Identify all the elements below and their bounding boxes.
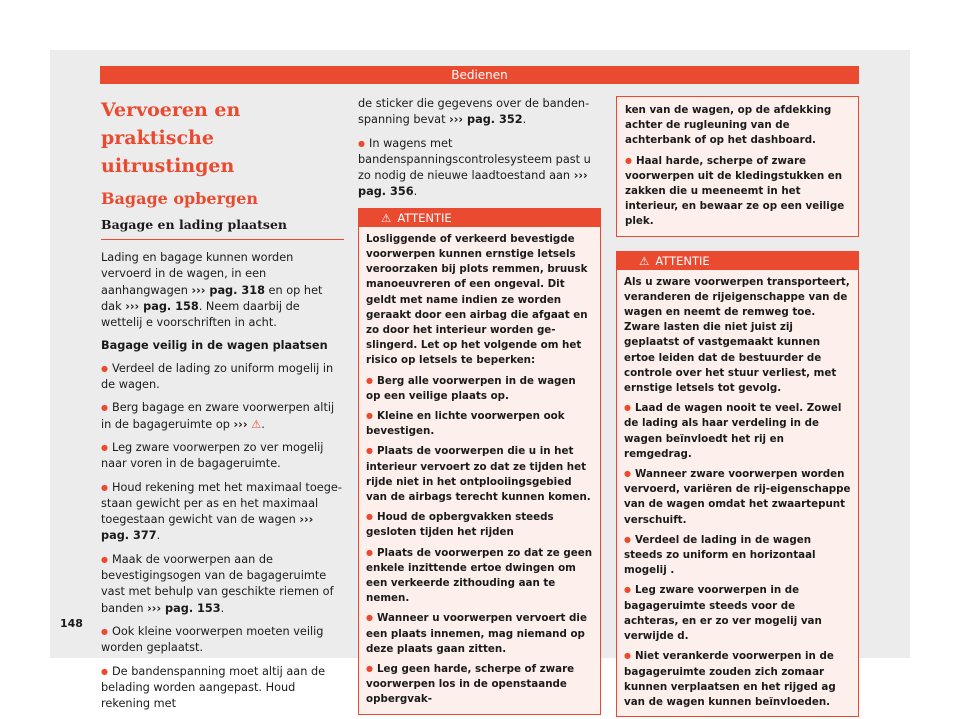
- warning-box: [358, 208, 601, 715]
- warning-title: ATTENTIE: [397, 210, 452, 225]
- list-item: [101, 400, 344, 433]
- list-item-text: Maak de voorwerpen aan de bevestigingsogen van de bagageruimte vast met behulp van geschikte riemen of banden: [101, 552, 334, 615]
- page-ref-link[interactable]: ››› pag. 153: [147, 601, 221, 615]
- column-2: [358, 96, 601, 715]
- warning-item: ● Wanneer zware voorwerpen worden vervoerd, variëren de rij-eigenschappe van de wagen omdat het zwaartepunt verschuift.: [624, 466, 851, 528]
- page-ref-link[interactable]: ››› pag. 377: [101, 513, 314, 543]
- warning-item: ● Wanneer u voorwerpen vervoert die een plaats innemen, mag niemand op deze plaats gaan zitten.: [366, 610, 593, 657]
- section-header: Bedienen: [100, 66, 859, 84]
- page-ref-link[interactable]: ››› pag. 158: [125, 299, 199, 313]
- intro-text-c: . Neem daarbij de wettelij e voorschriften in acht.: [101, 299, 300, 330]
- warning-intro: Losliggende of verkeerd bevestigde voorwerpen kunnen ernstige letsels veroorzaken bij plots remmen, bruusk manoeuvreren of een ongeval. Dit geldt met name indien ze worden geraakt door een airbag die afgaat en zo door het interieur worden geslingerd. Let op het volgende om het risico op letsels te beperken:: [366, 232, 588, 367]
- paragraph: [358, 96, 601, 129]
- intro-text-a: Lading en bagage kunnen worden vervoerd in de wagen, in een aanhangwagen: [101, 251, 294, 297]
- list-item: [358, 136, 601, 201]
- list-item-end: .: [156, 529, 161, 543]
- warning-item: ● Haal harde, scherpe of zware voorwerpen uit de kledingstukken en zakken die u meeneemt in het interieur, en bewaar ze op een veilige plek.: [625, 153, 850, 230]
- warning-intro: Als u zware voorwerpen transporteert, veranderen de rijeigenschappe van de wagen en neemt de remweg toe. Zware lasten die niet juist zij geplaatst of vastgemaakt kunnen ertoe leiden dat de bestuurder de controle over het stuur verliest, met ernstige letsels tot gevolg.: [624, 275, 850, 395]
- warning-item: ● Laad de wagen nooit te veel. Zowel de lading als haar verdeling in de wagen beïnvloedt het rij en remgedrag.: [624, 400, 851, 462]
- list-item: [101, 552, 344, 617]
- column-3: [616, 96, 859, 717]
- page-ref-link[interactable]: ››› pag. 318: [191, 283, 265, 297]
- warning-item: ● Leg zware voorwerpen in de bagageruimte steeds voor de achteras, en er zo ver mogelij van verwijde d.: [624, 582, 851, 644]
- warning-header: [359, 209, 600, 227]
- list-item-end: .: [261, 417, 265, 431]
- list-item: [101, 480, 344, 545]
- intro-paragraph: [101, 250, 344, 331]
- section-subheading: Bagage en lading plaatsen: [101, 216, 344, 240]
- warning-item: ● Plaats de voorwerpen zo dat ze geen enkele inzittende ertoe dwingen om een verkeerde zithouding aan te nemen.: [366, 545, 593, 607]
- page-ref-link[interactable]: ››› pag. 352: [449, 113, 523, 127]
- warning-title: ATTENTIE: [655, 253, 710, 268]
- warning-body: [359, 227, 600, 714]
- warning-triangle-icon: ⚠: [381, 210, 392, 225]
- page-title: [101, 96, 344, 180]
- warning-box: [616, 251, 859, 717]
- warning-box-continued: [616, 96, 859, 237]
- list-item: ● Leg zware voorwerpen zo ver mogelij naar voren in de bagageruimte.: [101, 440, 344, 473]
- title-line-2: uitrustingen: [101, 155, 235, 177]
- column-1: [101, 96, 344, 719]
- warning-item: ● Berg alle voorwerpen in de wagen op een veilige plaats op.: [366, 373, 593, 404]
- title-line-1: Vervoeren en praktische: [101, 99, 241, 149]
- list-item: ● Verdeel de lading zo uniform mogelij in de wagen.: [101, 361, 344, 394]
- page-ref-link[interactable]: ››› pag. 356: [358, 169, 588, 199]
- ref-arrows[interactable]: ›››: [233, 417, 248, 431]
- warning-triangle-icon: ⚠: [251, 417, 262, 431]
- warning-item: ● Plaats de voorwerpen die u in het interieur vervoert zo dat ze tijden het rijde niet in het ontplooiingsgebied van de airbags terecht kunnen komen.: [366, 443, 593, 505]
- list-item-end: .: [413, 185, 418, 199]
- page-number: 148: [60, 617, 83, 630]
- section-heading: Bagage veilig in de wagen plaatsen: [101, 339, 328, 353]
- warning-item: ● Niet verankerde voorwerpen in de bagageruimte zouden zich zomaar kunnen verplaatsen en het rijged ag van de wagen kunnen beïnvloeden.: [624, 648, 851, 710]
- list-item-end: .: [220, 601, 225, 615]
- warning-triangle-icon: ⚠: [639, 253, 650, 268]
- list-item: ● Ook kleine voorwerpen moeten veilig worden geplaatst.: [101, 624, 344, 657]
- warning-header: [617, 252, 858, 270]
- warning-item: ● Leg geen harde, scherpe of zware voorwerpen los in de openstaande opbergvak-: [366, 661, 593, 708]
- list-item-text: Houd rekening met het maximaal toegestaan gewicht per as en het maximaal toegestaan gewicht van de wagen: [101, 480, 342, 527]
- paragraph-end: .: [522, 113, 527, 127]
- paragraph-text: de sticker die gegevens over de bandenspanning bevat: [358, 97, 590, 127]
- warning-item: ● Kleine en lichte voorwerpen ook bevestigen.: [366, 408, 593, 439]
- warning-continued-text: ken van de wagen, op de afdekking achter de rugleuning van de achterbank of op het dashboard.: [625, 104, 832, 147]
- warning-body: [617, 270, 858, 716]
- intro-text-b: en op het dak: [101, 283, 323, 313]
- warning-item: ● Verdeel de lading in de wagen steeds zo uniform en horizontaal mogelij .: [624, 532, 851, 579]
- list-item: ● De bandenspanning moet altij aan de belading worden aangepast. Houd rekening met: [101, 664, 344, 713]
- warning-item: ● Houd de opbergvakken steeds gesloten tijden het rijden: [366, 509, 593, 540]
- chapter-subtitle: Bagage opbergen: [101, 189, 259, 208]
- list-item-text: In wagens met bandenspanningscontrolesysteem past u zo nodig de nieuwe laadtoestand aan: [358, 136, 591, 183]
- list-item-text: Berg bagage en zware voorwerpen altij in de bagageruimte op: [101, 401, 335, 431]
